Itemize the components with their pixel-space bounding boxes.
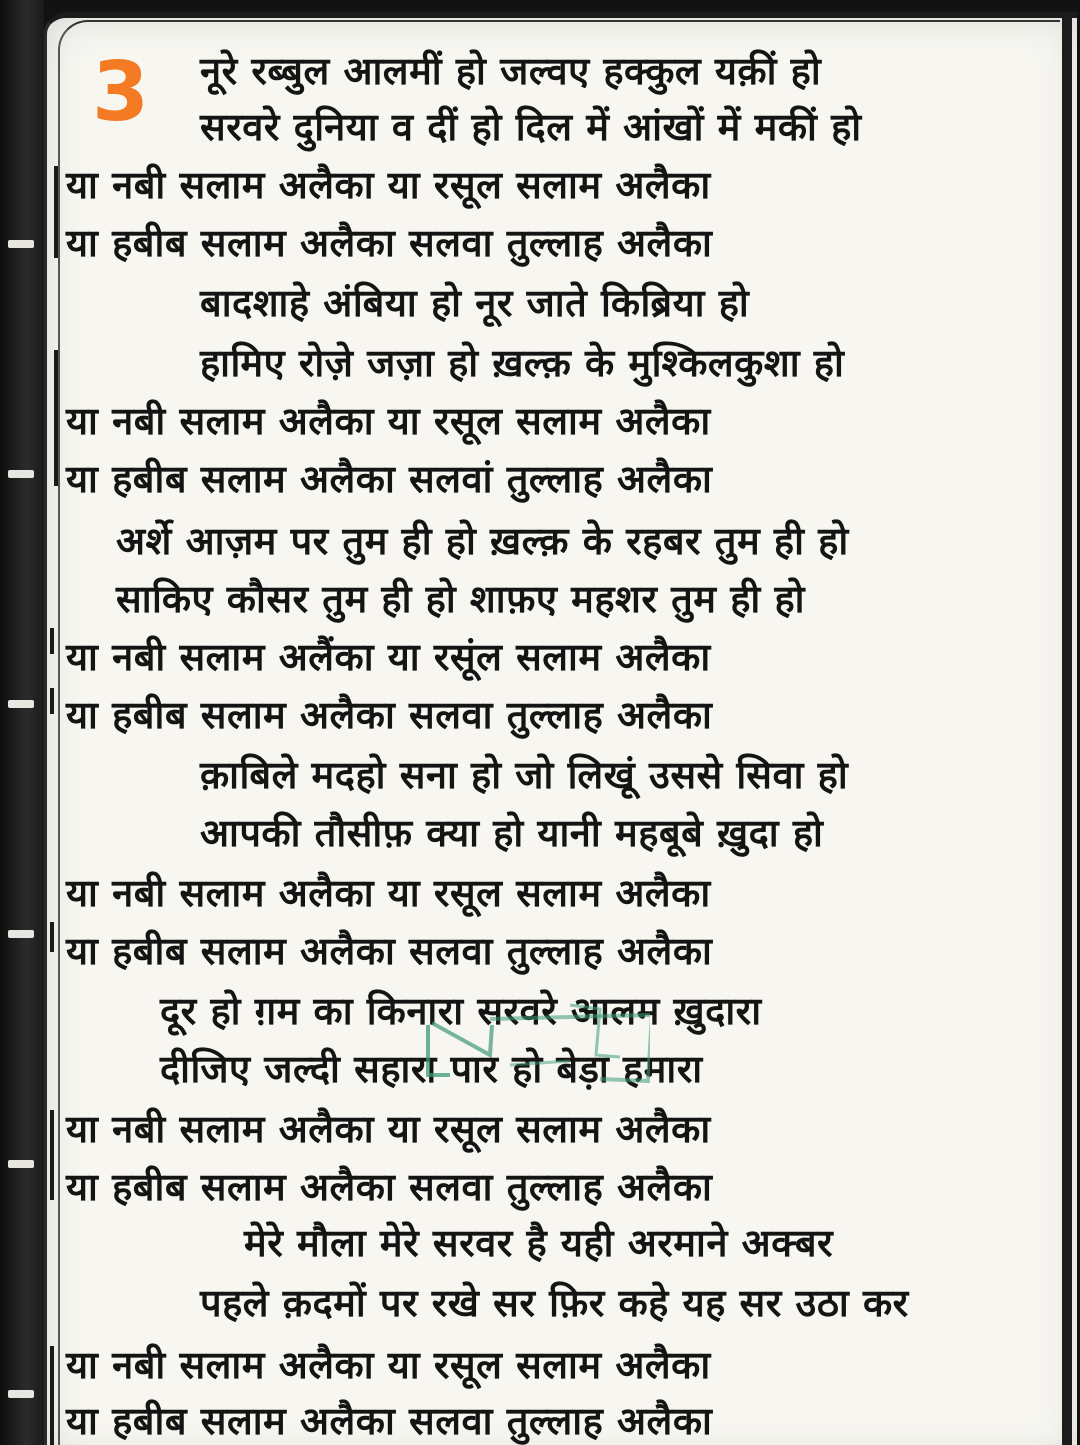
page-number: 3 [92,45,150,140]
chorus-line: या हबीब सलाम अलैका सलवा तुल्लाह अलैका [66,929,713,973]
chorus-line: या नबी सलाम अलैका या रसूल सलाम अलैका [66,1343,711,1387]
verse-line: क़ाबिले मदहो सना हो जो लिखूं उससे सिवा हो [200,753,849,797]
verse-line: हामिए रोज़े जज़ा हो ख़ल्क़ के मुश्किलकुशा हो [200,341,845,385]
spine-binding-mark [8,1390,34,1398]
spine-binding-mark [8,240,34,248]
chorus-bracket [50,922,54,952]
chorus-bracket [50,688,54,714]
book-spine [0,0,44,1445]
chorus-line: या नबी सलाम अलैका या रसूल सलाम अलैका [66,399,711,443]
verse-line: आपकी तौसीफ़ क्या हो यानी महबूबे ख़ुदा हो [200,811,824,855]
chorus-line: या नबी सलाम अलैका या रसूल सलाम अलैका [66,163,711,207]
chorus-bracket [54,350,58,486]
verse-line: दीजिए जल्दी सहारा पार हो बेड़ा हमारा [160,1047,703,1091]
chorus-bracket [54,166,58,258]
spine-binding-mark [8,700,34,708]
spine-binding-mark [8,1160,34,1168]
spine-binding-mark [8,930,34,938]
verse-line: बादशाहे अंबिया हो नूर जाते किब्रिया हो [200,281,750,325]
verse-line: अर्शे आज़म पर तुम ही हो ख़ल्क़ के रहबर तुम ही हो [116,519,849,563]
verse-line: मेरे मौला मेरे सरवर है यही अरमाने अक्बर [244,1221,834,1265]
chorus-bracket [50,1110,54,1200]
verse-line: सरवरे दुनिया व दीं हो दिल में आंखों में मकीं हो [200,105,862,149]
spine-binding-mark [8,470,34,478]
verse-line: साकिए कौसर तुम ही हो शाफ़ए महशर तुम ही हो [116,577,806,621]
right-border-rule [1062,18,1072,1445]
chorus-bracket [50,1346,54,1445]
verse-line: पहले क़दमों पर रखे सर फ़िर कहे यह सर उठा कर [200,1281,909,1325]
chorus-line: या हबीब सलाम अलैका सलवा तुल्लाह अलैका [66,1165,713,1209]
chorus-line: या हबीब सलाम अलैका सलवा तुल्लाह अलैका [66,1399,713,1443]
chorus-line: या हबीब सलाम अलैका सलवा तुल्लाह अलैका [66,221,713,265]
chorus-line: या नबी सलाम अलैका या रसूल सलाम अलैका [66,871,711,915]
chorus-line: या नबी सलाम अलैका या रसूल सलाम अलैका [66,1107,711,1151]
chorus-line: या हबीब सलाम अलैका सलवां तुल्लाह अलैका [66,457,713,501]
chorus-bracket [50,628,54,654]
verse-line: नूरे रब्बुल आलमीं हो जल्वए हक्कुल यक़ीं हो [200,49,822,93]
verse-line: दूर हो ग़म का किनारा सरवरे आलम ख़ुदारा [160,989,762,1033]
chorus-line: या नबी सलाम अलैंका या रसूंल सलाम अलैका [66,635,711,679]
chorus-line: या हबीब सलाम अलैका सलवा तुल्लाह अलैका [66,693,713,737]
